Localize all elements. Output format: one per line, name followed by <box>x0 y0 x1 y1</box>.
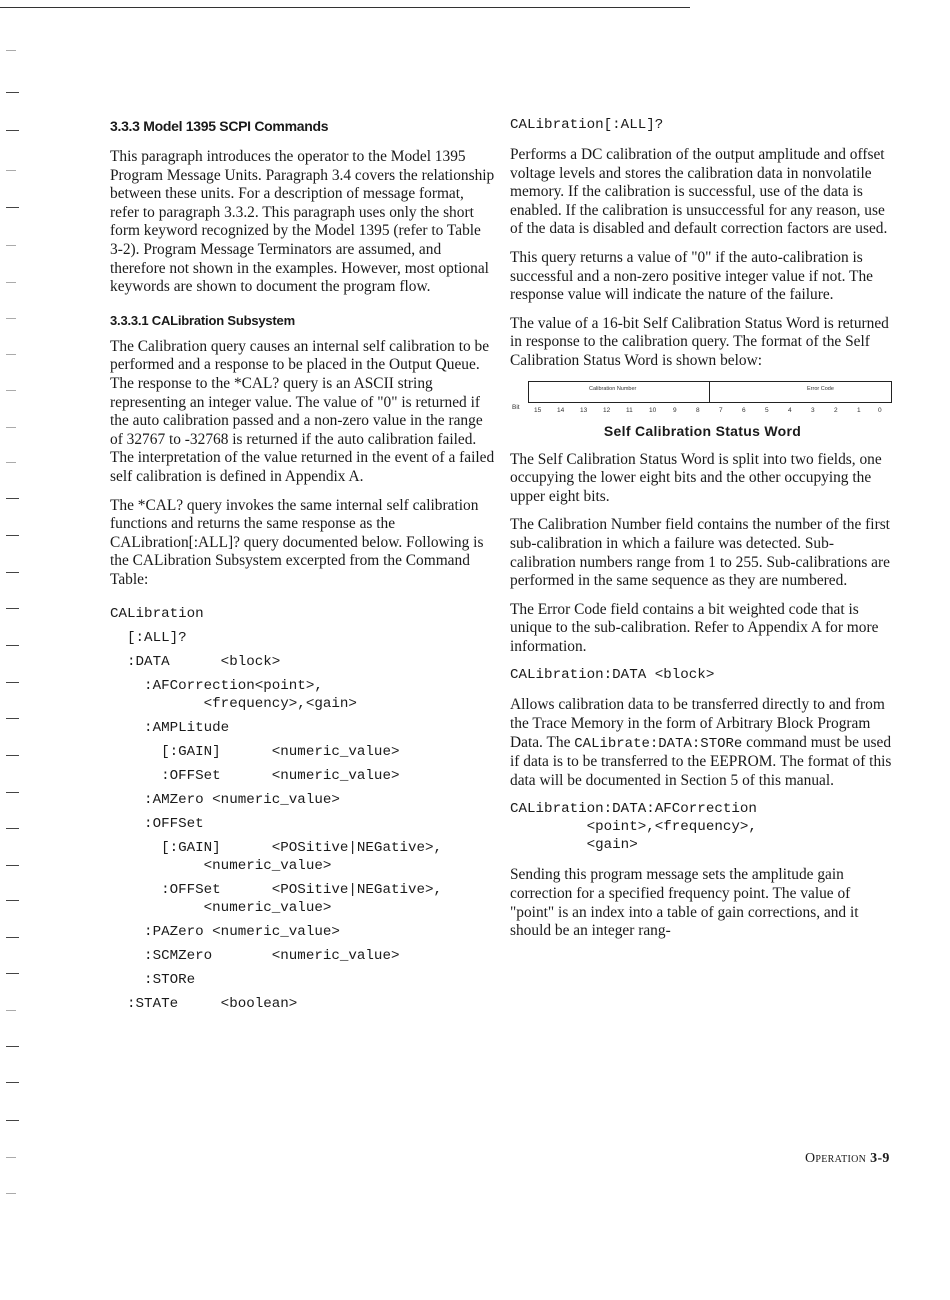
command-tree-line: <numeric_value> <box>110 900 332 917</box>
status-word-paragraph-3: The Error Code field contains a bit weighted code that is unique to the sub-calibration. Refer to Appendix A for more information. <box>510 600 879 655</box>
page-number: 3-9 <box>870 1151 890 1166</box>
bit-number: 3 <box>811 406 815 414</box>
bit-number: 9 <box>673 406 677 414</box>
command-tree-line: :OFFSet <numeric_value> <box>110 768 400 785</box>
status-word-figure <box>510 381 895 439</box>
bit-number-row <box>510 405 895 419</box>
cal-data-inline-code: CALibrate:DATA:STORe <box>574 735 743 752</box>
calibration-paragraph-1: The Calibration query causes an internal self calibration to be performed and a response to be placed in the Output Queue. The response to the *CAL? query is an ASCII string representing an integer value. The value of "0" is returned if the auto calibration passed and a non-zero value in the range of 32767 to -32768 is returned if the auto calibration failed. The interpretation of the value returned in the event of a failed self calibration is defined in Appendix A. <box>110 337 495 485</box>
command-tree-line: :AMZero <numeric_value> <box>110 792 340 809</box>
bit-number: 11 <box>626 406 633 414</box>
bit-number: 4 <box>788 406 792 414</box>
status-word-paragraph-2: The Calibration Number field contains the number of the first sub-calibration in which a failure was detected. Sub-calibration numbers range from 1 to 255. Sub-calibrations are performed in the same sequence as they are numbered. <box>510 516 890 590</box>
bit-number: 13 <box>580 406 588 414</box>
bit-label: Bit <box>512 403 520 411</box>
command-tree-line: :OFFSet <box>110 816 204 833</box>
afcorrection-paragraph: Sending this program message sets the amplitude gain correction for a specified frequency point. The value of "point" is an index into a table of gain corrections, and it should be an integer rang- <box>510 866 859 940</box>
command-tree-line: <numeric_value> <box>110 858 332 875</box>
command-tree-line: :AMPLitude <box>110 720 230 737</box>
field-divider <box>709 382 710 402</box>
section-heading: 3.3.3 Model 1395 SCPI Commands <box>110 118 329 134</box>
command-tree-line: CALibration <box>110 606 204 623</box>
command-tree-line: [:GAIN] <numeric_value> <box>110 744 400 761</box>
command-tree-line: [:ALL]? <box>110 630 187 647</box>
top-rule <box>0 7 690 8</box>
bit-number: 12 <box>603 406 611 414</box>
command-tree-line: <frequency>,<gain> <box>110 696 357 713</box>
cal-data-text-a: Allows calibration data to be transferred directly to and from the Trace Memory in the form of Arbitrary Block Program Data. The <box>510 696 885 751</box>
command-tree-line: :SCMZero <numeric_value> <box>110 948 400 965</box>
status-word-diagram <box>528 381 892 403</box>
bit-number: 6 <box>742 406 746 414</box>
command-tree-line: :AFCorrection<point>, <box>110 678 323 695</box>
command-tree-line: :PAZero <numeric_value> <box>110 924 340 941</box>
calibration-paragraph-2: The *CAL? query invokes the same internal self calibration functions and returns the same response as the CALibration[:ALL]? query documented below. Following is the CALibration Subsystem excerpted from the Command Table: <box>110 496 484 588</box>
subsection-heading: 3.3.3.1 CALibration Subsystem <box>110 312 295 328</box>
command-tree-line: :STATe <boolean> <box>110 996 298 1013</box>
page-footer <box>805 1150 890 1167</box>
bit-number: 2 <box>834 406 838 414</box>
bit-number: 8 <box>696 406 700 414</box>
command-tree <box>110 605 495 1013</box>
cal-all-paragraph-3: The value of a 16-bit Self Calibration Status Word is returned in response to the calibration query. The format of the Self Calibration Status Word is shown below: <box>510 314 889 369</box>
bit-number: 10 <box>649 406 657 414</box>
bit-number: 7 <box>719 406 723 414</box>
command-tree-line: :DATA <block> <box>110 654 281 671</box>
bit-number: 15 <box>534 406 542 414</box>
cal-all-paragraph-2: This query returns a value of "0" if the auto-calibration is successful and a non-zero positive integer value if not. The response value will indicate the nature of the failure. <box>510 248 873 304</box>
bit-number: 5 <box>765 406 769 414</box>
command-calibration-afcorrection: CALibration:DATA:AFCorrection <point>,<frequency>, <gain> <box>510 801 757 854</box>
command-calibration-data: CALibration:DATA <block> <box>510 667 715 684</box>
right-column <box>510 112 895 951</box>
command-calibration-all: CALibration[:ALL]? <box>510 117 664 133</box>
command-tree-line: :OFFSet <POSitive|NEGative>, <box>110 882 443 899</box>
cal-data-text-b: command must be used if data is to be transferred to the EEPROM. The format of this data will be documented in Section 5 of this manual. <box>510 733 892 789</box>
footer-chapter: Operation <box>805 1151 867 1166</box>
bit-number: 1 <box>857 406 861 414</box>
cal-all-paragraph-1: Performs a DC calibration of the output amplitude and offset voltage levels and stores the calibration data in nonvolatile memory. If the calibration is successful, use of the data is enabled. If the calibration is unsuccessful for any reason, use of the data is disabled and default correction factors are used. <box>510 146 888 238</box>
command-tree-line: [:GAIN] <POSitive|NEGative>, <box>110 840 443 857</box>
calibration-number-field: Calibration Number <box>589 385 637 392</box>
error-code-field: Error Code <box>807 385 834 392</box>
cal-data-paragraph <box>510 696 895 790</box>
bit-number: 14 <box>557 406 565 414</box>
figure-caption: Self Calibration Status Word <box>603 422 802 439</box>
status-word-paragraph-1: The Self Calibration Status Word is split into two fields, one occupying the lower eight bits and the other occupying the upper eight bits. <box>510 450 882 505</box>
bit-number: 0 <box>878 406 882 414</box>
command-tree-line: :STORe <box>110 972 196 989</box>
intro-paragraph: This paragraph introduces the operator to the Model 1395 Program Message Units. Paragraph 3.4 covers the relationship between these units. For a description of message format, refer to paragraph 3.3.2. This paragraph uses only the short form keyword recognized by the Model 1395 (refer to Table 3-2). Program Message Terminators are assumed, and therefore not shown in the examples. However, most optional keywords are shown to document the program flow. <box>110 148 495 296</box>
left-column <box>110 112 495 1019</box>
binding-margin <box>6 0 20 1300</box>
